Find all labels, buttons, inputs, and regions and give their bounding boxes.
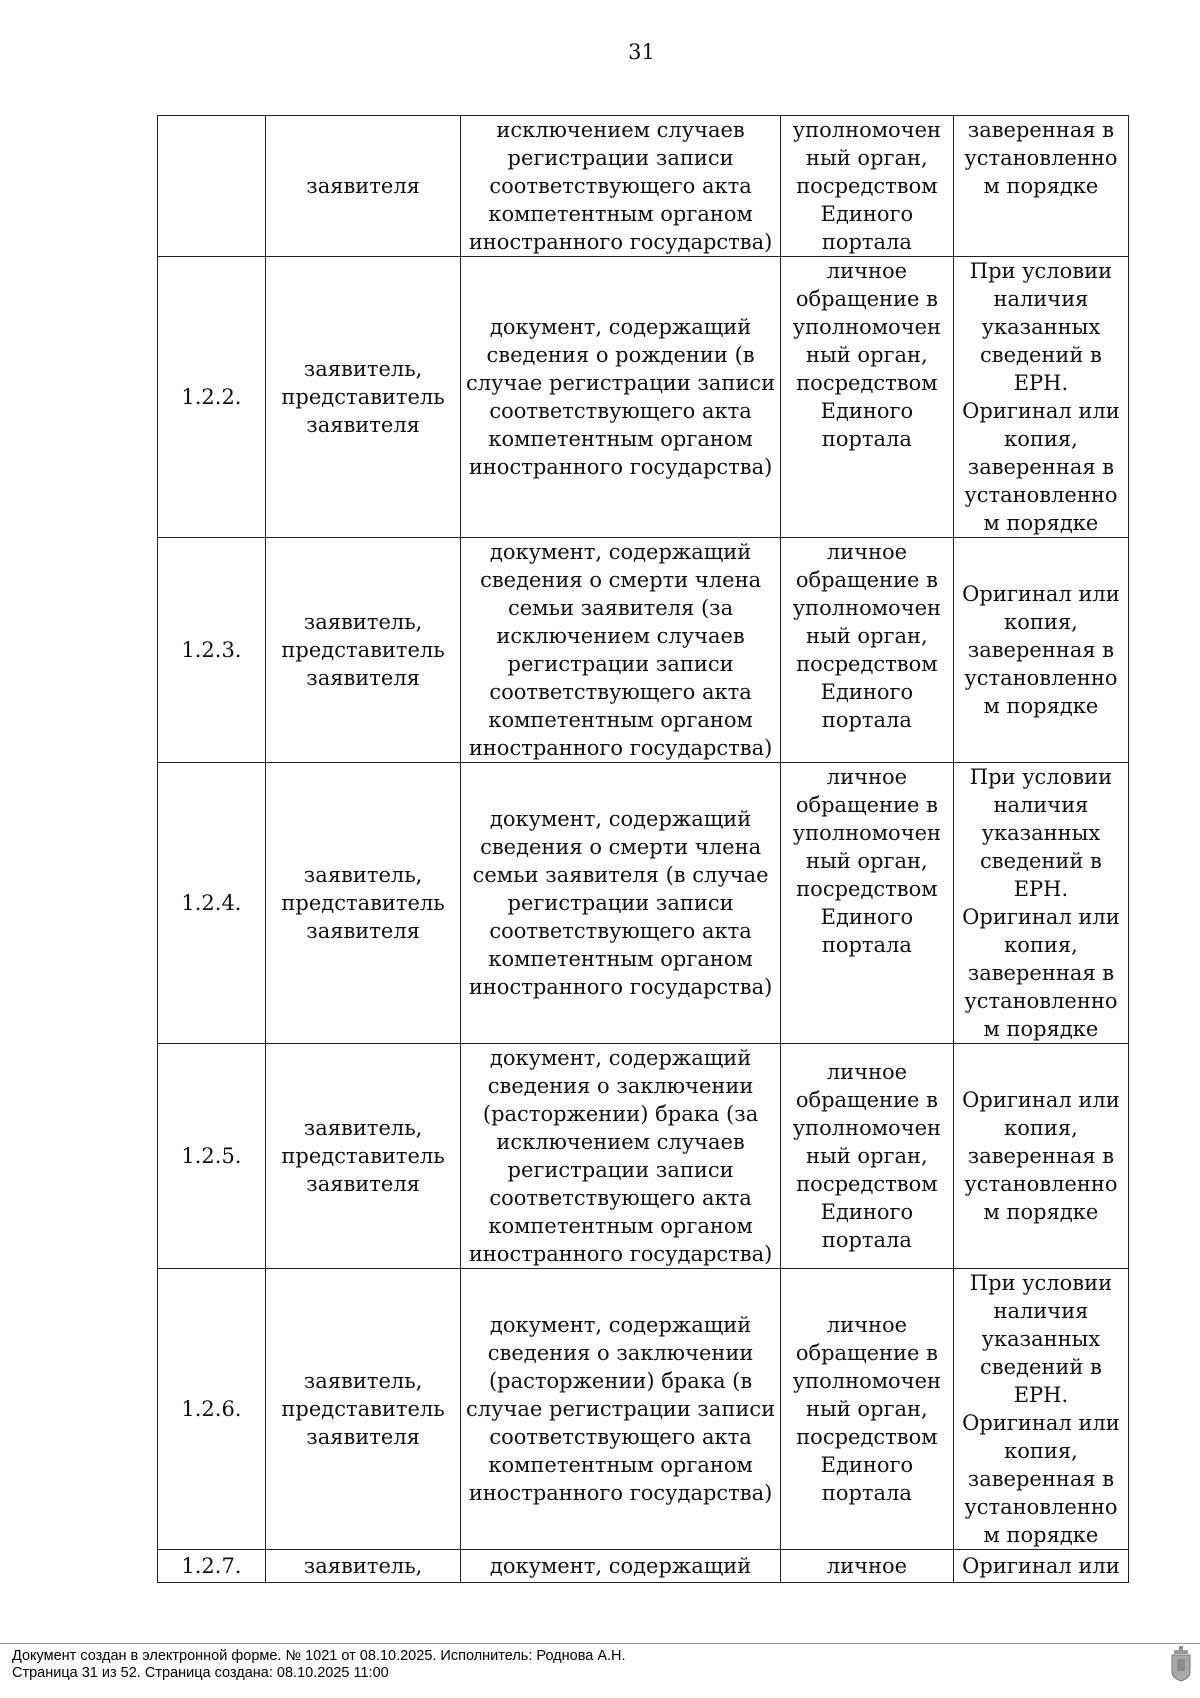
row-number-cell: 1.2.6. <box>158 1269 266 1550</box>
applicant-cell: заявитель, представитель заявителя <box>265 538 460 763</box>
document-cell: документ, содержащий <box>461 1550 781 1583</box>
coat-of-arms-icon <box>1170 1646 1192 1682</box>
document-cell: документ, содержащий сведения о заключении (расторжении) брака (за исключением случаев регистрации записи соответствующего акта компетентным органом иностранного государства) <box>461 1044 781 1269</box>
footer-document-info: Документ создан в электронной форме. № 1021 от 08.10.2025. Исполнитель: Роднова А.Н. <box>12 1648 626 1664</box>
table-row <box>158 257 1129 538</box>
footer-page-info: Страница 31 из 52. Страница создана: 08.10.2025 11:00 <box>12 1665 389 1681</box>
document-cell: исключением случаев регистрации записи соответствующего акта компетентным органом иностранного государства) <box>461 116 781 257</box>
row-number-cell: 1.2.3. <box>158 538 266 763</box>
table-row <box>158 1550 1129 1583</box>
table-row <box>158 116 1129 257</box>
page-number: 31 <box>628 40 655 64</box>
footer <box>12 1648 626 1682</box>
document-table <box>157 115 1129 1583</box>
note-cell: Оригинал или копия, заверенная в установленно м порядке <box>953 538 1128 763</box>
document-cell: документ, содержащий сведения о смерти члена семьи заявителя (в случае регистрации записи соответствующего акта компетентным органом иностранного государства) <box>461 763 781 1044</box>
submission-method-cell: уполномочен ный орган, посредством Единого портала <box>780 116 953 257</box>
note-cell: Оригинал или <box>953 1550 1128 1583</box>
applicant-cell: заявитель, <box>265 1550 460 1583</box>
note-cell: При условии наличия указанных сведений в ЕРН. Оригинал или копия, заверенная в установленно м порядке <box>953 257 1128 538</box>
row-number-cell: 1.2.5. <box>158 1044 266 1269</box>
row-number-cell <box>158 116 266 257</box>
row-number-cell: 1.2.2. <box>158 257 266 538</box>
submission-method-cell: личное обращение в уполномочен ный орган, посредством Единого портала <box>780 763 953 1044</box>
applicant-cell: заявитель, представитель заявителя <box>265 763 460 1044</box>
table-row <box>158 1269 1129 1550</box>
row-number-cell: 1.2.7. <box>158 1550 266 1583</box>
document-cell: документ, содержащий сведения о смерти члена семьи заявителя (за исключением случаев регистрации записи соответствующего акта компетентным органом иностранного государства) <box>461 538 781 763</box>
submission-method-cell: личное <box>780 1550 953 1583</box>
note-cell: При условии наличия указанных сведений в ЕРН. Оригинал или копия, заверенная в установленно м порядке <box>953 763 1128 1044</box>
submission-method-cell: личное обращение в уполномочен ный орган, посредством Единого портала <box>780 257 953 538</box>
table-row <box>158 763 1129 1044</box>
document-cell: документ, содержащий сведения о заключении (расторжении) брака (в случае регистрации записи соответствующего акта компетентным органом иностранного государства) <box>461 1269 781 1550</box>
footer-divider <box>0 1643 1200 1644</box>
note-cell: При условии наличия указанных сведений в ЕРН. Оригинал или копия, заверенная в установленно м порядке <box>953 1269 1128 1550</box>
applicant-cell: заявитель, представитель заявителя <box>265 1044 460 1269</box>
table-row <box>158 538 1129 763</box>
note-cell: заверенная в установленно м порядке <box>953 116 1128 257</box>
applicant-cell: заявитель, представитель заявителя <box>265 257 460 538</box>
submission-method-cell: личное обращение в уполномочен ный орган, посредством Единого портала <box>780 538 953 763</box>
submission-method-cell: личное обращение в уполномочен ный орган, посредством Единого портала <box>780 1044 953 1269</box>
document-cell: документ, содержащий сведения о рождении (в случае регистрации записи соответствующего акта компетентным органом иностранного государства) <box>461 257 781 538</box>
applicant-cell: заявителя <box>265 116 460 257</box>
table-row <box>158 1044 1129 1269</box>
applicant-cell: заявитель, представитель заявителя <box>265 1269 460 1550</box>
submission-method-cell: личное обращение в уполномочен ный орган, посредством Единого портала <box>780 1269 953 1550</box>
row-number-cell: 1.2.4. <box>158 763 266 1044</box>
note-cell: Оригинал или копия, заверенная в установленно м порядке <box>953 1044 1128 1269</box>
